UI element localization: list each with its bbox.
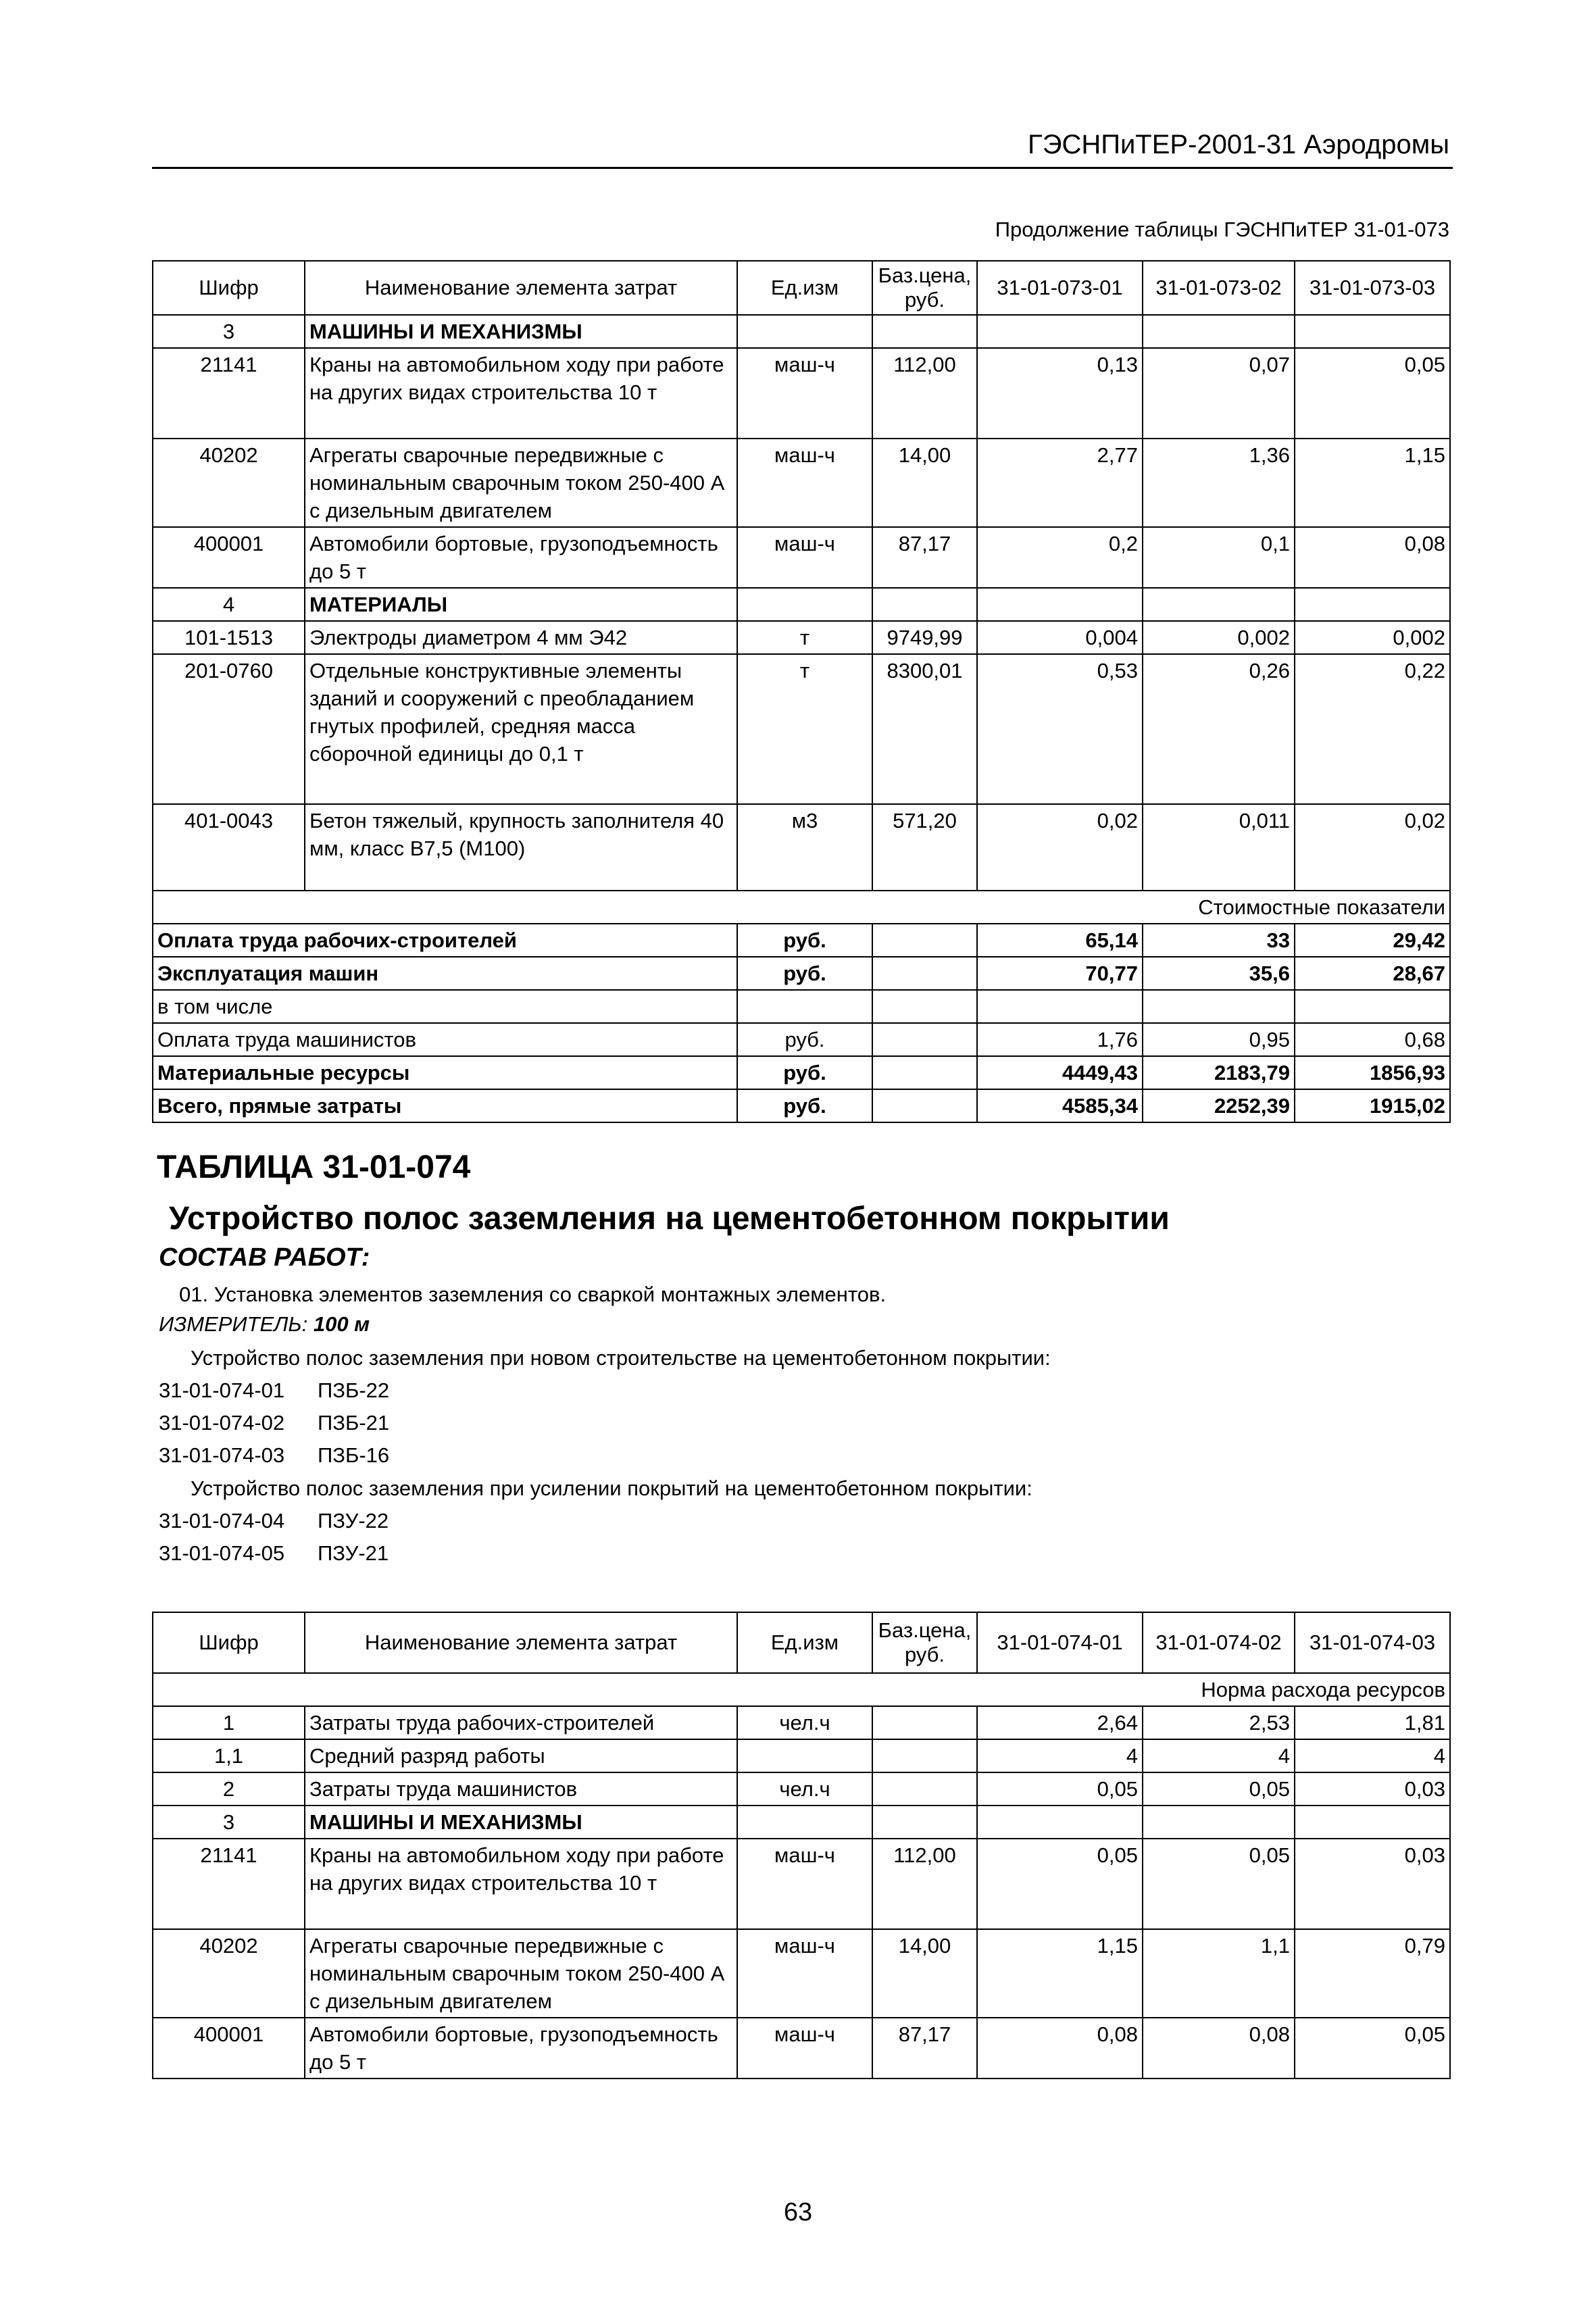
code-number: 31-01-074-02 bbox=[159, 1411, 285, 1435]
row-unit: т bbox=[737, 621, 872, 654]
row-unit: чел.ч bbox=[737, 1706, 872, 1739]
row-value-2: 0,002 bbox=[1143, 621, 1295, 654]
col-header-unit: Ед.изм bbox=[737, 261, 872, 315]
col-header-code: Шифр bbox=[153, 1612, 305, 1673]
row-value-1: 0,05 bbox=[977, 1772, 1143, 1806]
row-code: 40202 bbox=[153, 439, 305, 527]
table-31-01-074 bbox=[152, 1612, 1451, 2079]
section-code: 4 bbox=[153, 588, 305, 621]
row-unit: м3 bbox=[737, 804, 872, 891]
row-name: Автомобили бортовые, грузоподъемность до 5 т bbox=[305, 2018, 737, 2078]
cost-value-3 bbox=[1295, 990, 1450, 1023]
cost-value-2: 2252,39 bbox=[1143, 1089, 1295, 1122]
cost-label: Стоимостные показатели bbox=[153, 891, 1450, 924]
cost-name: Оплата труда машинистов bbox=[153, 1023, 737, 1056]
measure-value: 100 м bbox=[313, 1312, 370, 1336]
code-label: ПЗУ-22 bbox=[318, 1509, 389, 1533]
col-header-price: Баз.цена, руб. bbox=[872, 261, 977, 315]
cost-name: Оплата труда рабочих-строителей bbox=[153, 924, 737, 957]
norm-label: Норма расхода ресурсов bbox=[153, 1673, 1450, 1706]
row-price bbox=[872, 1772, 977, 1806]
row-value-1: 0,53 bbox=[977, 654, 1143, 804]
row-price: 8300,01 bbox=[872, 654, 977, 804]
empty-cell bbox=[872, 924, 977, 957]
section-code: 3 bbox=[153, 315, 305, 348]
row-price: 87,17 bbox=[872, 2018, 977, 2078]
code-label: ПЗУ-21 bbox=[318, 1541, 389, 1565]
row-code: 21141 bbox=[153, 348, 305, 439]
row-value-3: 0,05 bbox=[1295, 348, 1450, 439]
row-value-2: 0,1 bbox=[1143, 527, 1295, 588]
col-header-v3: 31-01-074-03 bbox=[1295, 1612, 1450, 1673]
running-header: ГЭСНПиТЕР-2001-31 Аэродромы bbox=[1028, 130, 1449, 159]
empty-cell bbox=[872, 1089, 977, 1122]
table-31-01-073 bbox=[152, 260, 1451, 1123]
row-value-1: 0,004 bbox=[977, 621, 1143, 654]
row-code: 21141 bbox=[153, 1839, 305, 1929]
group1-intro: Устройство полос заземления при новом строительстве на цементобетонном покрытии: bbox=[191, 1346, 1051, 1370]
code-label: ПЗБ-21 bbox=[318, 1411, 390, 1435]
composition-label: СОСТАВ РАБОТ: bbox=[159, 1243, 370, 1272]
cost-value-1 bbox=[977, 990, 1143, 1023]
empty-cell bbox=[1295, 1806, 1450, 1839]
row-value-3: 4 bbox=[1295, 1739, 1450, 1772]
table-row bbox=[153, 1739, 1450, 1772]
row-unit: маш-ч bbox=[737, 2018, 872, 2078]
row-price: 112,00 bbox=[872, 1839, 977, 1929]
row-value-1: 2,64 bbox=[977, 1706, 1143, 1739]
section-materials bbox=[153, 588, 1450, 621]
row-unit: маш-ч bbox=[737, 1929, 872, 2018]
section-code: 3 bbox=[153, 1806, 305, 1839]
code-line bbox=[159, 1509, 389, 1533]
row-price: 14,00 bbox=[872, 439, 977, 527]
continuation-label: Продолжение таблицы ГЭСНПиТЕР 31-01-073 bbox=[995, 218, 1449, 241]
row-unit bbox=[737, 1739, 872, 1772]
row-name: Затраты труда рабочих-строителей bbox=[305, 1706, 737, 1739]
cost-value-3: 28,67 bbox=[1295, 957, 1450, 990]
table-row bbox=[153, 1929, 1450, 2018]
code-number: 31-01-074-03 bbox=[159, 1443, 285, 1467]
section-title: МАТЕРИАЛЫ bbox=[305, 588, 737, 621]
empty-cell bbox=[1295, 588, 1450, 621]
row-value-3: 0,02 bbox=[1295, 804, 1450, 891]
row-code: 1 bbox=[153, 1706, 305, 1739]
row-unit: маш-ч bbox=[737, 439, 872, 527]
row-code: 40202 bbox=[153, 1929, 305, 2018]
cost-value-2: 35,6 bbox=[1143, 957, 1295, 990]
row-value-3: 0,03 bbox=[1295, 1772, 1450, 1806]
section-machines bbox=[153, 315, 1450, 348]
cost-value-2: 33 bbox=[1143, 924, 1295, 957]
measure-label: ИЗМЕРИТЕЛЬ: bbox=[159, 1312, 308, 1336]
row-value-1: 0,05 bbox=[977, 1839, 1143, 1929]
row-code: 101-1513 bbox=[153, 621, 305, 654]
row-price: 112,00 bbox=[872, 348, 977, 439]
cost-name: Материальные ресурсы bbox=[153, 1056, 737, 1089]
cost-value-1: 70,77 bbox=[977, 957, 1143, 990]
cost-value-2: 2183,79 bbox=[1143, 1056, 1295, 1089]
col-header-v2: 31-01-074-02 bbox=[1143, 1612, 1295, 1673]
code-label: ПЗБ-16 bbox=[318, 1443, 390, 1467]
row-unit: маш-ч bbox=[737, 527, 872, 588]
row-code: 400001 bbox=[153, 527, 305, 588]
row-value-1: 4 bbox=[977, 1739, 1143, 1772]
cost-value-2 bbox=[1143, 990, 1295, 1023]
row-value-3: 0,79 bbox=[1295, 1929, 1450, 2018]
empty-cell bbox=[872, 315, 977, 348]
row-price: 571,20 bbox=[872, 804, 977, 891]
row-unit: т bbox=[737, 654, 872, 804]
row-value-3: 1,15 bbox=[1295, 439, 1450, 527]
row-value-1: 0,2 bbox=[977, 527, 1143, 588]
row-value-2: 1,36 bbox=[1143, 439, 1295, 527]
code-line bbox=[159, 1378, 389, 1403]
col-header-code: Шифр bbox=[153, 261, 305, 315]
cost-value-1: 1,76 bbox=[977, 1023, 1143, 1056]
row-name: Агрегаты сварочные передвижные с номинальным сварочным током 250-400 А с дизельным двигателем bbox=[305, 439, 737, 527]
cost-value-3: 1856,93 bbox=[1295, 1056, 1450, 1089]
row-value-3: 0,05 bbox=[1295, 2018, 1450, 2078]
empty-cell bbox=[1143, 1806, 1295, 1839]
row-name: Краны на автомобильном ходу при работе на других видах строительства 10 т bbox=[305, 348, 737, 439]
cost-unit: руб. bbox=[737, 957, 872, 990]
cost-row bbox=[153, 957, 1450, 990]
row-code: 2 bbox=[153, 1772, 305, 1806]
row-name: Электроды диаметром 4 мм Э42 bbox=[305, 621, 737, 654]
composition-item: 01. Установка элементов заземления со сваркой монтажных элементов. bbox=[179, 1283, 887, 1306]
table-row bbox=[153, 654, 1450, 804]
code-number: 31-01-074-05 bbox=[159, 1541, 285, 1565]
section-machines bbox=[153, 1806, 1450, 1839]
empty-cell bbox=[737, 588, 872, 621]
row-value-1: 2,77 bbox=[977, 439, 1143, 527]
row-value-1: 0,02 bbox=[977, 804, 1143, 891]
group2-intro: Устройство полос заземления при усилении покрытий на цементобетонном покрытии: bbox=[191, 1476, 1032, 1500]
row-value-2: 1,1 bbox=[1143, 1929, 1295, 2018]
cost-value-1: 65,14 bbox=[977, 924, 1143, 957]
col-header-v2: 31-01-073-02 bbox=[1143, 261, 1295, 315]
table-row bbox=[153, 1772, 1450, 1806]
code-line bbox=[159, 1411, 389, 1435]
empty-cell bbox=[737, 1806, 872, 1839]
section-title: МАШИНЫ И МЕХАНИЗМЫ bbox=[305, 315, 737, 348]
col-header-v1: 31-01-074-01 bbox=[977, 1612, 1143, 1673]
table-row bbox=[153, 439, 1450, 527]
empty-cell bbox=[872, 1056, 977, 1089]
row-value-2: 2,53 bbox=[1143, 1706, 1295, 1739]
table-title: ТАБЛИЦА 31-01-074 bbox=[157, 1149, 471, 1185]
empty-cell bbox=[872, 1023, 977, 1056]
empty-cell bbox=[872, 1806, 977, 1839]
empty-cell bbox=[977, 1806, 1143, 1839]
cost-value-3: 29,42 bbox=[1295, 924, 1450, 957]
norm-label-row bbox=[153, 1673, 1450, 1706]
cost-value-1: 4585,34 bbox=[977, 1089, 1143, 1122]
cost-unit: руб. bbox=[737, 1056, 872, 1089]
row-name: Краны на автомобильном ходу при работе на других видах строительства 10 т bbox=[305, 1839, 737, 1929]
cost-name: Эксплуатация машин bbox=[153, 957, 737, 990]
row-name: Средний разряд работы bbox=[305, 1739, 737, 1772]
row-value-1: 0,13 bbox=[977, 348, 1143, 439]
measure bbox=[159, 1312, 370, 1337]
col-header-unit: Ед.изм bbox=[737, 1612, 872, 1673]
section-title: МАШИНЫ И МЕХАНИЗМЫ bbox=[305, 1806, 737, 1839]
cost-row bbox=[153, 1089, 1450, 1122]
cost-row bbox=[153, 1056, 1450, 1089]
row-value-2: 0,08 bbox=[1143, 2018, 1295, 2078]
row-value-1: 1,15 bbox=[977, 1929, 1143, 2018]
row-value-3: 1,81 bbox=[1295, 1706, 1450, 1739]
table-subtitle: Устройство полос заземления на цементобетонном покрытии bbox=[169, 1201, 1170, 1237]
cost-label-row bbox=[153, 891, 1450, 924]
row-name: Отдельные конструктивные элементы зданий и сооружений с преобладанием гнутых профилей, средняя масса сборочной единицы до 0,1 т bbox=[305, 654, 737, 804]
col-header-name: Наименование элемента затрат bbox=[305, 261, 737, 315]
cost-unit: руб. bbox=[737, 924, 872, 957]
col-header-v1: 31-01-073-01 bbox=[977, 261, 1143, 315]
row-price: 87,17 bbox=[872, 527, 977, 588]
code-number: 31-01-074-01 bbox=[159, 1378, 285, 1402]
cost-unit: руб. bbox=[737, 1089, 872, 1122]
code-line bbox=[159, 1443, 389, 1468]
col-header-name: Наименование элемента затрат bbox=[305, 1612, 737, 1673]
cost-value-1: 4449,43 bbox=[977, 1056, 1143, 1089]
table-row bbox=[153, 1839, 1450, 1929]
empty-cell bbox=[872, 588, 977, 621]
row-code: 1,1 bbox=[153, 1739, 305, 1772]
empty-cell bbox=[977, 315, 1143, 348]
code-label: ПЗБ-22 bbox=[318, 1378, 390, 1402]
row-value-2: 0,26 bbox=[1143, 654, 1295, 804]
code-line bbox=[159, 1541, 389, 1566]
table-row bbox=[153, 348, 1450, 439]
row-unit: чел.ч bbox=[737, 1772, 872, 1806]
row-code: 201-0760 bbox=[153, 654, 305, 804]
cost-row bbox=[153, 1023, 1450, 1056]
col-header-price: Баз.цена, руб. bbox=[872, 1612, 977, 1673]
row-code: 400001 bbox=[153, 2018, 305, 2078]
row-price bbox=[872, 1706, 977, 1739]
table-row bbox=[153, 2018, 1450, 2078]
row-value-2: 4 bbox=[1143, 1739, 1295, 1772]
row-value-3: 0,08 bbox=[1295, 527, 1450, 588]
row-value-2: 0,011 bbox=[1143, 804, 1295, 891]
row-value-3: 0,002 bbox=[1295, 621, 1450, 654]
cost-value-3: 0,68 bbox=[1295, 1023, 1450, 1056]
row-price: 14,00 bbox=[872, 1929, 977, 2018]
header-rule bbox=[152, 167, 1453, 169]
row-value-1: 0,08 bbox=[977, 2018, 1143, 2078]
empty-cell bbox=[1143, 588, 1295, 621]
cost-unit: руб. bbox=[737, 1023, 872, 1056]
row-unit: маш-ч bbox=[737, 1839, 872, 1929]
cost-row bbox=[153, 990, 1450, 1023]
cost-name: в том числе bbox=[153, 990, 737, 1023]
row-name: Автомобили бортовые, грузоподъемность до 5 т bbox=[305, 527, 737, 588]
table-row bbox=[153, 1706, 1450, 1739]
empty-cell bbox=[872, 957, 977, 990]
row-price: 9749,99 bbox=[872, 621, 977, 654]
row-value-2: 0,07 bbox=[1143, 348, 1295, 439]
row-value-3: 0,22 bbox=[1295, 654, 1450, 804]
page-number: 63 bbox=[783, 2198, 813, 2226]
empty-cell bbox=[1295, 315, 1450, 348]
table-row bbox=[153, 527, 1450, 588]
cost-name: Всего, прямые затраты bbox=[153, 1089, 737, 1122]
row-unit: маш-ч bbox=[737, 348, 872, 439]
table-row bbox=[153, 621, 1450, 654]
row-name: Затраты труда машинистов bbox=[305, 1772, 737, 1806]
cost-row bbox=[153, 924, 1450, 957]
cost-unit bbox=[737, 990, 872, 1023]
empty-cell bbox=[872, 990, 977, 1023]
row-value-3: 0,03 bbox=[1295, 1839, 1450, 1929]
row-value-2: 0,05 bbox=[1143, 1839, 1295, 1929]
row-name: Бетон тяжелый, крупность заполнителя 40 мм, класс В7,5 (М100) bbox=[305, 804, 737, 891]
cost-value-3: 1915,02 bbox=[1295, 1089, 1450, 1122]
row-name: Агрегаты сварочные передвижные с номинальным сварочным током 250-400 А с дизельным двигателем bbox=[305, 1929, 737, 2018]
empty-cell bbox=[1143, 315, 1295, 348]
table-row bbox=[153, 804, 1450, 891]
col-header-v3: 31-01-073-03 bbox=[1295, 261, 1450, 315]
empty-cell bbox=[737, 315, 872, 348]
row-value-2: 0,05 bbox=[1143, 1772, 1295, 1806]
row-code: 401-0043 bbox=[153, 804, 305, 891]
row-price bbox=[872, 1739, 977, 1772]
empty-cell bbox=[977, 588, 1143, 621]
cost-value-2: 0,95 bbox=[1143, 1023, 1295, 1056]
code-number: 31-01-074-04 bbox=[159, 1509, 285, 1533]
